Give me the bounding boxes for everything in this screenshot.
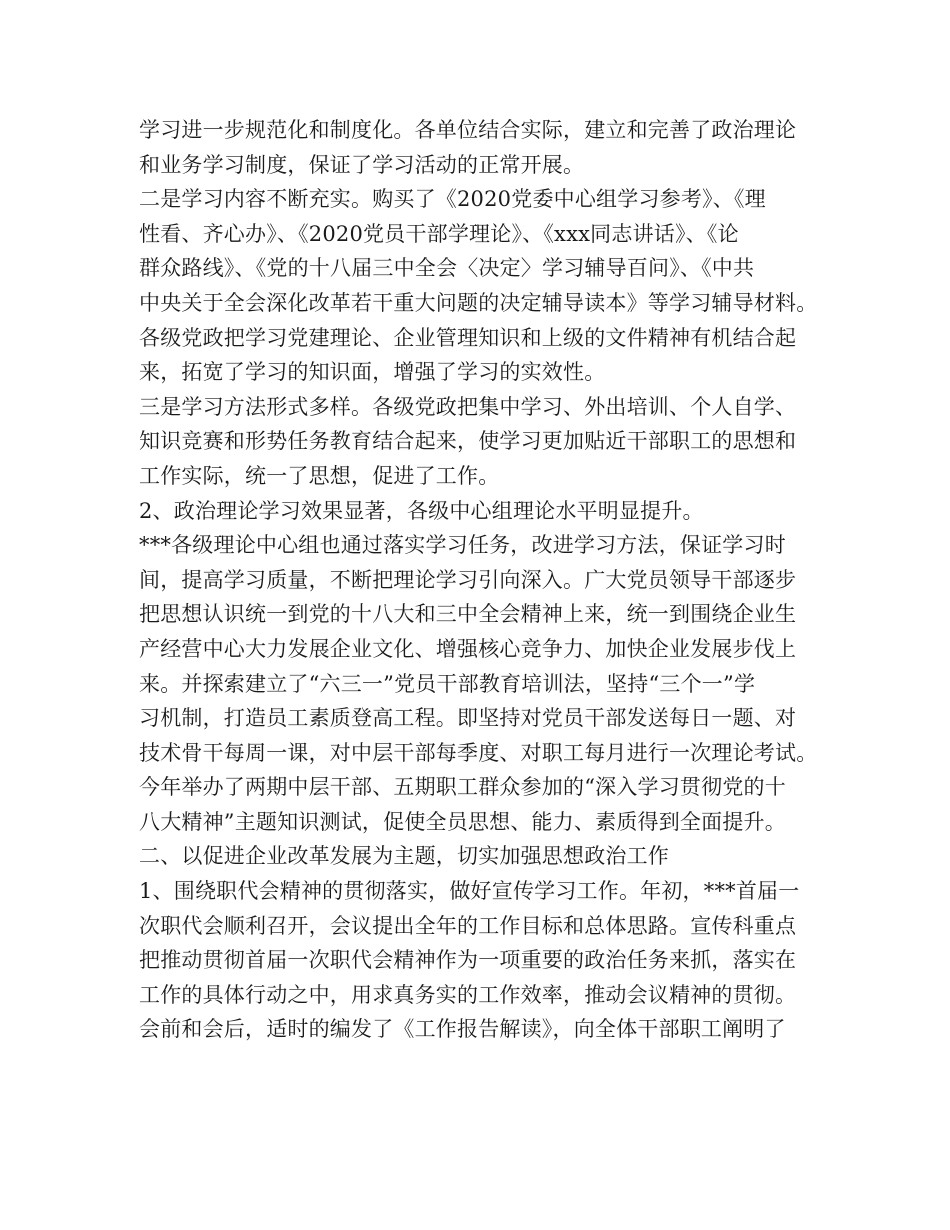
text-line: 今年举办了两期中层干部、五期职工群众参加的“深入学习贯彻党的十 bbox=[139, 775, 786, 800]
text-line: 技术骨干每周一课，对中层干部每季度、对职工每月进行一次理论考试。 bbox=[139, 740, 818, 765]
text-line: 性看、齐心办》、《2020党员干部学理论》、《xxx同志讲话》、《论 bbox=[139, 221, 739, 246]
text-line: 2、政治理论学习效果显著，各级中心组理论水平明显提升。 bbox=[139, 498, 704, 523]
text-line: 二、以促进企业改革发展为主题，切实加强思想政治工作 bbox=[139, 844, 669, 869]
text-line: 来。并探索建立了“六三一”党员干部教育培训法，坚持“三个一”学 bbox=[139, 671, 756, 696]
text-line: 习机制，打造员工素质登高工程。即坚持对党员干部发送每日一题、对 bbox=[139, 706, 797, 731]
text-line: 八大精神”主题知识测试，促使全员思想、能力、素质得到全面提升。 bbox=[139, 809, 786, 834]
text-line: 把思想认识统一到党的十八大和三中全会精神上来，统一到围绕企业生 bbox=[139, 602, 797, 627]
text-line: 把推动贯彻首届一次职代会精神作为一项重要的政治任务来抓，落实在 bbox=[139, 948, 797, 973]
text-line: 各级党政把学习党建理论、企业管理知识和上级的文件精神有机结合起 bbox=[139, 325, 797, 350]
body-text bbox=[139, 113, 839, 1047]
text-line: 工作实际，统一了思想，促进了工作。 bbox=[139, 463, 500, 488]
text-line: 知识竞赛和形势任务教育结合起来，使学习更加贴近干部职工的思想和 bbox=[139, 429, 797, 454]
text-line: 1、围绕职代会精神的贯彻落实，做好宣传学习工作。年初，***首届一 bbox=[139, 879, 800, 904]
text-line: 来，拓宽了学习的知识面，增强了学习的实效性。 bbox=[139, 360, 606, 385]
text-line: 二是学习内容不断充实。购买了《2020党委中心组学习参考》、《理 bbox=[139, 187, 766, 212]
text-line: 中央关于全会深化改革若干重大问题的决定辅导读本》等学习辅导材料。 bbox=[139, 290, 818, 315]
text-line: 和业务学习制度，保证了学习活动的正常开展。 bbox=[139, 152, 585, 177]
text-line: 三是学习方法形式多样。各级党政把集中学习、外出培训、个人自学、 bbox=[139, 394, 797, 419]
text-line: 间，提高学习质量，不断把理论学习引向深入。广大党员领导干部逐步 bbox=[139, 567, 797, 592]
text-line: 工作的具体行动之中，用求真务实的工作效率，推动会议精神的贯彻。 bbox=[139, 982, 797, 1007]
text-line: ***各级理论中心组也通过落实学习任务，改进学习方法，保证学习时 bbox=[139, 533, 786, 558]
text-line: 学习进一步规范化和制度化。各单位结合实际，建立和完善了政治理论 bbox=[139, 118, 797, 142]
text-line: 会前和会后，适时的编发了《工作报告解读》，向全体干部职工阐明了 bbox=[139, 1017, 786, 1042]
text-line: 产经营中心大力发展企业文化、增强核心竞争力、加快企业发展步伐上 bbox=[139, 636, 797, 661]
text-line: 次职代会顺利召开，会议提出全年的工作目标和总体思路。宣传科重点 bbox=[139, 913, 797, 938]
text-line: 群众路线》、《党的十八届三中全会〈决定〉学习辅导百问》、《中共 bbox=[139, 256, 755, 281]
